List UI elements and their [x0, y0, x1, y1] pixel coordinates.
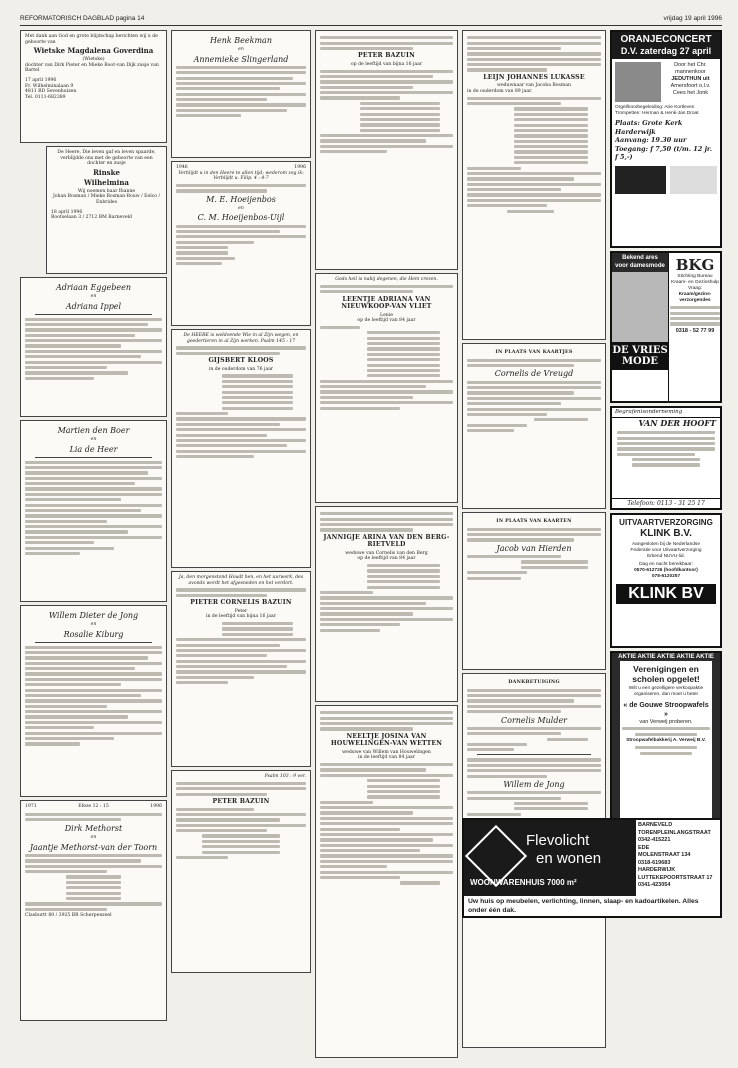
verse: Psalm 103 : 9 ver. [264, 774, 306, 779]
body-text-lines-2 [467, 791, 601, 816]
child-name-2: Wilhelmina [84, 177, 129, 187]
aktie-line-3: Wilt u een gezelligere verkoopaktie organiseren, dan moet u beter [628, 686, 704, 697]
flevolicht-slogan: Uw huis op meubelen, verlichting, linnen, slaap- en kadoartikelen. Alles onder één dak. [468, 898, 699, 914]
ad-title-1: ORANJECONCERT [612, 32, 720, 46]
family: Johan Bosman / Mieke Bosman-Bouw / Eelco / Enbrides [52, 194, 161, 205]
jubilee-methorst [20, 800, 167, 1021]
aktie-line-2: scholen opgelet! [632, 674, 700, 684]
nickname: Lenie [380, 312, 393, 318]
aktie-band: AKTIE AKTIE AKTIE AKTIE AKTIE [612, 653, 720, 661]
body-text-lines [467, 381, 601, 433]
loc-3: HARDERWIJK [638, 867, 676, 873]
header-right: vrijdag 19 april 1996 [663, 15, 722, 22]
address: Bootselaan 3 / 2712 BM Barneveld [51, 215, 132, 221]
name-1: Willem Dieter de Jong [48, 611, 139, 620]
ad-oranjeconcert [610, 30, 722, 248]
birth-announcement-rinske [46, 146, 167, 274]
name-1: Henk Beekman [210, 36, 272, 45]
birth-announcement-wietske [20, 30, 167, 143]
name-2: Jaantje Methorst-van der Toorn [29, 842, 158, 852]
klink-title-1: UITVAARTVERZORGING [619, 518, 713, 527]
klink-logo: KLINK BV [616, 584, 716, 604]
age: in de leeftijd van bijna 16 jaar [206, 614, 276, 620]
flevolicht-huis: WOONWARENHUIS 7000 m² [470, 878, 577, 887]
en: en [90, 294, 97, 299]
ad-start: Aanvang: 19.30 uur [615, 136, 687, 144]
loc-1-street: TORENPLEINLANGSTRAAT [638, 829, 711, 836]
nickname: Peter [234, 608, 248, 614]
deceased-name-2: Willem de Jong [503, 779, 565, 789]
obituary-van-houwelingen [315, 705, 458, 1058]
ad-trumpets: Trompetten: Herman & Henk-Jan Droat [615, 111, 699, 116]
age: op de leeftijd van 84 jaar [357, 556, 416, 562]
ad-firm-name: VAN DER HOOFT [638, 418, 716, 428]
bkg-line-2: Kraam- en Gezinshulp [671, 280, 719, 285]
name-2: Adriana Ippel [65, 301, 122, 311]
body-text-lines [25, 461, 162, 556]
body-text-lines [320, 763, 453, 884]
deceased-name: Cornelis de Vreugd [494, 369, 574, 379]
body-text-lines [176, 374, 306, 458]
ad-section-header: Begrafenisonderneming [612, 408, 720, 418]
age: op de leeftijd van 84 jaar [357, 318, 416, 324]
aktie-side-band-right [712, 661, 720, 835]
child-nickname: (Wietske) [82, 57, 105, 63]
ad-devries-bkg [610, 251, 722, 403]
header-left: REFORMATORISCH DAGBLAD pagina 14 [20, 15, 145, 22]
verse: De HEERE is weldoende Wie in al Zijn wegen, en goedertieren in al Zijn werken. Psalm 145 : 17 [183, 333, 299, 344]
page-header [20, 14, 722, 26]
name-1: Dirk Methorst [64, 824, 123, 834]
deceased-name: PIETER CORNELIS BAZUIN [190, 599, 292, 607]
ads-column [610, 30, 722, 840]
klink-line-3: Erkend NUVU-lid. [647, 553, 685, 559]
klink-line-1: Aangesloten bij de Nederlandse [631, 541, 700, 547]
ad-location: Plaats: Grote Kerk Harderwijk [615, 119, 683, 136]
loc-1: BARNEVELD [638, 822, 673, 828]
jubilee-hoeijenbos [171, 161, 311, 326]
devries-logo-2: MODE [621, 356, 659, 367]
loc-1-phone: 0342-415221 [638, 837, 671, 843]
intro-text: Met dank aan God en grote blijdschap berichten wij u de geboorte van [25, 34, 158, 45]
klink-line-2: Federatie voor Uitvaartverzorging [630, 547, 702, 553]
widow-of: weduwe van Willem van Houwelingen [342, 749, 431, 755]
ad-klink [610, 513, 722, 648]
ad-van-der-hooft [610, 406, 722, 510]
bkg-line-1: Stichting Bureau [677, 274, 713, 279]
klink-title-2: KLINK B.V. [640, 527, 692, 539]
ad-plaats: Amersfoort o.l.v. [670, 83, 711, 89]
obituary-van-nieuwkoop [315, 273, 458, 503]
klink-line-4: Dag en nacht bereikbaar: [639, 561, 693, 567]
aktie-side-band-left [612, 661, 620, 835]
aktie-line-1: Verenigingen en [633, 664, 699, 674]
name-2: Annemieke Slingerland [193, 54, 289, 64]
deceased-name: JANNIGJE ARINA VAN DEN BERG-RIETVELD [323, 533, 450, 549]
age: op de leeftijd van bijna 16 jaar [350, 61, 423, 67]
klink-line-6: 078-6120257 [651, 573, 681, 579]
ad-flevolicht [462, 818, 722, 918]
model-photo [612, 272, 668, 342]
verse: Ja, den morgenstond Houdt hen, en het uurwerk, des avonds wordt het afgesneden en het verdort. [178, 575, 304, 586]
obituary-peter-bazuin-2 [171, 770, 311, 973]
body-text-lines [25, 646, 162, 746]
newspaper-page [20, 14, 722, 1054]
deceased-name: Jacob van Hierden [496, 543, 572, 553]
ad-verweij [610, 651, 722, 837]
deceased-name: NEELTJE JOSINA VAN HOUWELINGEN-VAN WETTEN [330, 732, 443, 748]
nickname: Wij noemen haar Rianne [77, 188, 136, 194]
body-text-lines [467, 97, 601, 213]
devries-logo-1: DE VRIES [612, 345, 668, 356]
verse-ref: Efeze 12 : 15 [78, 804, 109, 809]
klink-line-5: 0570-612726 (hoofdkantoor) [634, 567, 698, 573]
address-1: Fr. Wilhelminalaan 9 [25, 83, 74, 89]
name-2: C. M. Hoeijenbos-Uijl [197, 213, 285, 223]
loc-3-phone: 0341-423054 [638, 882, 671, 888]
address: Clasburtt 80 / 3925 BR Scherpenzeel [25, 913, 112, 919]
wedding-eggebeen-ippel [20, 277, 167, 417]
body-text-lines [176, 66, 306, 118]
flevolicht-logo-1: Flevolicht [526, 832, 590, 849]
deceased-name: PETER BAZUIN [212, 797, 270, 805]
loc-2: EDE [638, 844, 650, 851]
year-to: 1996 [150, 804, 162, 809]
birth-date: 18 april 1996 [51, 209, 83, 215]
birth-date: 17 april 1996 [25, 77, 57, 83]
ad-phone: Telefoon: 0113 - 31 25 17 [612, 498, 720, 508]
aktie-line-4: van Verweij proberen. [639, 719, 693, 725]
name-2: Lia de Heer [69, 444, 118, 454]
ad-title-2: D.V. zaterdag 27 april [612, 46, 720, 59]
address-2: 4811 BD Sevenhuizen [25, 89, 77, 95]
wedding-denboer-deheer [20, 420, 167, 602]
body-text-lines [467, 727, 601, 752]
left-line-1: Bekend ares [622, 255, 658, 261]
phone: Tel. 0111-682389 [25, 94, 66, 100]
name-2: Rosalie Kiburg [63, 629, 124, 639]
flevolicht-logo-2: en wonen [536, 850, 602, 867]
body-text-lines [25, 854, 162, 911]
body-text-lines [25, 318, 162, 380]
aktie-brand: « de Gouwe Stroopwafels » [623, 702, 709, 718]
body-text-lines [320, 564, 453, 632]
ad-koor: JEDUTHUN uit [671, 76, 710, 82]
year-to: 1996 [294, 165, 306, 170]
ad-entry: Toegang: f 7,50 (t/m. 12 jr. f 5,-) [615, 144, 713, 161]
deceased-name: PETER BAZUIN [358, 52, 415, 60]
en: en [90, 835, 97, 841]
body-text-lines [176, 622, 306, 684]
column-3 [315, 30, 458, 1061]
name-1: Martien den Boer [57, 426, 130, 435]
body-text-lines [176, 808, 306, 860]
year-from: 1946 [176, 165, 188, 170]
name-1: M. E. Hoeijenbos [206, 194, 276, 204]
section-header: DANKBETUIGING [508, 679, 560, 685]
body-text-lines [320, 70, 453, 154]
year-from: 1971 [25, 804, 37, 809]
child-name: Wietske Magdalena Goverdina [33, 46, 154, 56]
ad-dir: Cees het Jonk [672, 90, 709, 96]
en: en [90, 437, 97, 442]
parents-text: dochter van Dirk Pieter en Mieke Boot-van Dijk zusje van Bartel [25, 62, 159, 74]
body-text-lines [467, 555, 601, 580]
body-text-lines [320, 326, 453, 410]
bkg-logo: BKG [675, 256, 715, 274]
section-header: IN PLAATS VAN KAARTJES [495, 349, 573, 355]
wedding-beekman-slingerland [171, 30, 311, 158]
notice-de-vreugd [462, 343, 606, 509]
obituary-peter-bazuin-3 [315, 30, 458, 270]
age: in de ouderdom van 89 jaar. [467, 88, 533, 94]
loc-2-street: MOLENSTRAAT 134 [638, 852, 691, 858]
bkg-line-3: Vraag: [688, 286, 702, 291]
en: en [238, 205, 244, 211]
loc-2-phone: 0318-619683 [638, 859, 671, 866]
verse: Verblijdt u in den Heere te allen tijd; wederom zeg ik: Verblijdt u. Filip. 4 : 4-7 [178, 170, 304, 182]
body-text-lines [176, 225, 306, 266]
wedding-dejong-kiburg [20, 605, 167, 797]
name-1: Adriaan Eggebeen [55, 283, 132, 292]
deceased-name: LEENTJE ADRIANA VAN NIEUWKOOP-VAN VLIET [341, 295, 432, 311]
column-1 [20, 30, 167, 1024]
child-name: Rinske [93, 167, 120, 177]
deceased-name: GIJSBERT KLOOS [208, 357, 274, 365]
intro-text: De Heere, Die leven gaf en leven spaarde, verblijdde ons met de geboorte van een dochter en zusje [57, 150, 156, 167]
ad-door: Door het Chr. mannenkoor [674, 62, 707, 75]
en: en [90, 622, 97, 627]
obituary-van-den-berg [315, 506, 458, 702]
aktie-firm: Stroopwafelbakkerij A. Verweij B.V. [626, 737, 706, 743]
widower-of: weduwnaar van Jacoba Bosman [497, 83, 571, 89]
ad-banner-image [615, 166, 666, 194]
left-line-2: voor damesmode [615, 262, 665, 269]
age: in de leeftijd van 84 jaar [358, 755, 415, 761]
verse: Gods heil is nabij degenen, die Hem vrezen. [335, 277, 438, 282]
obituary-pieter-bazuin [171, 571, 311, 767]
age: in de ouderdom van 76 jaar [208, 366, 274, 372]
obituary-gijsbert-kloos [171, 329, 311, 568]
loc-3-street: LUTTEKEPOORTSTRAAT 17 [638, 874, 713, 881]
choir-photo [615, 62, 661, 102]
bkg-phone: 0318 - 52 77 99 [675, 327, 715, 334]
bkg-line-4: Kraam/gezins-verzorgendes [678, 292, 712, 303]
column-2 [171, 30, 311, 976]
deceased-name: LEIJN JOHANNES LUKASSE [483, 73, 585, 81]
widow-of: weduwe van Cornelis van den Berg [345, 550, 428, 556]
ad-logo-image [670, 166, 717, 194]
obituary-lukasse [462, 30, 606, 340]
en: en [238, 47, 244, 52]
section-header: IN PLAATS VAN KAARTEN [496, 518, 572, 524]
deceased-name: Cornelis Mulder [501, 715, 567, 725]
notice-van-hierden [462, 512, 606, 670]
ad-organ: Orgel/koorbegeleiding: Arie Kortleven [615, 105, 695, 110]
